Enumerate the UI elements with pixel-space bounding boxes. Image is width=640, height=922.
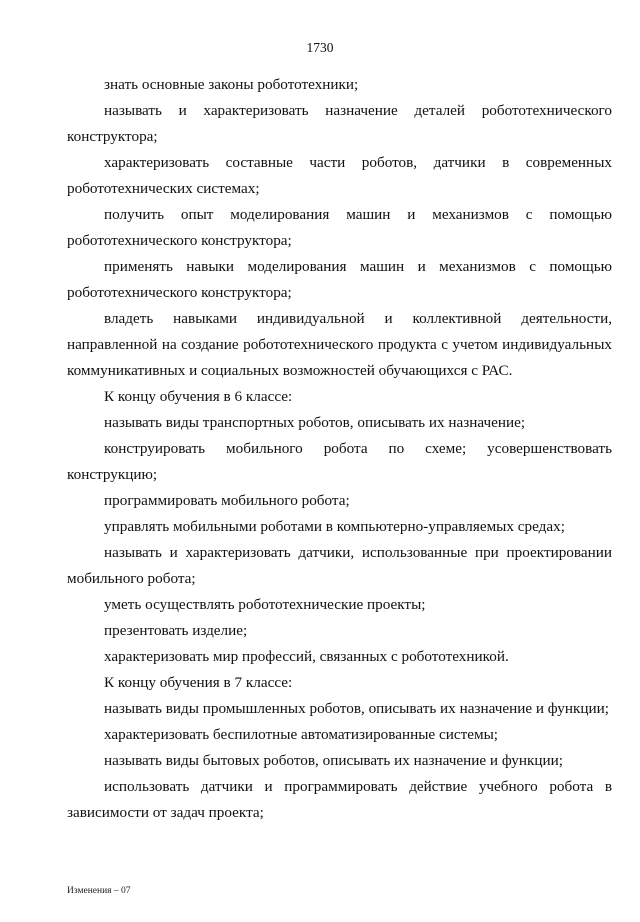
- paragraph: называть виды промышленных роботов, описывать их назначение и функции;: [104, 700, 609, 717]
- paragraph: характеризовать беспилотные автоматизированные системы;: [104, 726, 498, 743]
- paragraph: применять навыки моделирования машин и механизмов с помощью робототехнического конструктора;: [67, 258, 612, 301]
- paragraph: владеть навыками индивидуальной и коллективной деятельности, направленной на создание робототехнического продукта с учетом индивидуальных коммуникативных и социальных возможностей обучающихся с РАС.: [67, 310, 612, 379]
- paragraph: конструировать мобильного робота по схеме; усовершенствовать конструкцию;: [67, 440, 612, 483]
- section-heading: К концу обучения в 6 классе:: [104, 388, 293, 405]
- paragraph: программировать мобильного робота;: [104, 492, 350, 509]
- section-heading: К концу обучения в 7 классе:: [104, 674, 293, 691]
- body-text: [67, 72, 612, 826]
- paragraph: характеризовать составные части роботов, датчики в современных робототехнических системах;: [67, 154, 612, 197]
- page-number: 1730: [306, 40, 334, 55]
- paragraph: называть и характеризовать назначение деталей робототехнического конструктора;: [67, 102, 612, 145]
- paragraph: управлять мобильными роботами в компьютерно-управляемых средах;: [104, 518, 565, 535]
- paragraph: называть виды транспортных роботов, описывать их назначение;: [104, 414, 526, 431]
- paragraph: называть виды бытовых роботов, описывать их назначение и функции;: [104, 752, 563, 769]
- paragraph: использовать датчики и программировать действие учебного робота в зависимости от задач проекта;: [67, 778, 612, 821]
- paragraph: презентовать изделие;: [104, 622, 248, 639]
- paragraph: знать основные законы робототехники;: [104, 76, 359, 93]
- paragraph: получить опыт моделирования машин и механизмов с помощью робототехнического конструктора;: [67, 206, 612, 249]
- paragraph: уметь осуществлять робототехнические проекты;: [104, 596, 426, 613]
- paragraph: характеризовать мир профессий, связанных с робототехникой.: [104, 648, 509, 665]
- footer-note: Изменения – 07: [67, 886, 131, 896]
- paragraph: называть и характеризовать датчики, использованные при проектировании мобильного робота;: [67, 544, 612, 587]
